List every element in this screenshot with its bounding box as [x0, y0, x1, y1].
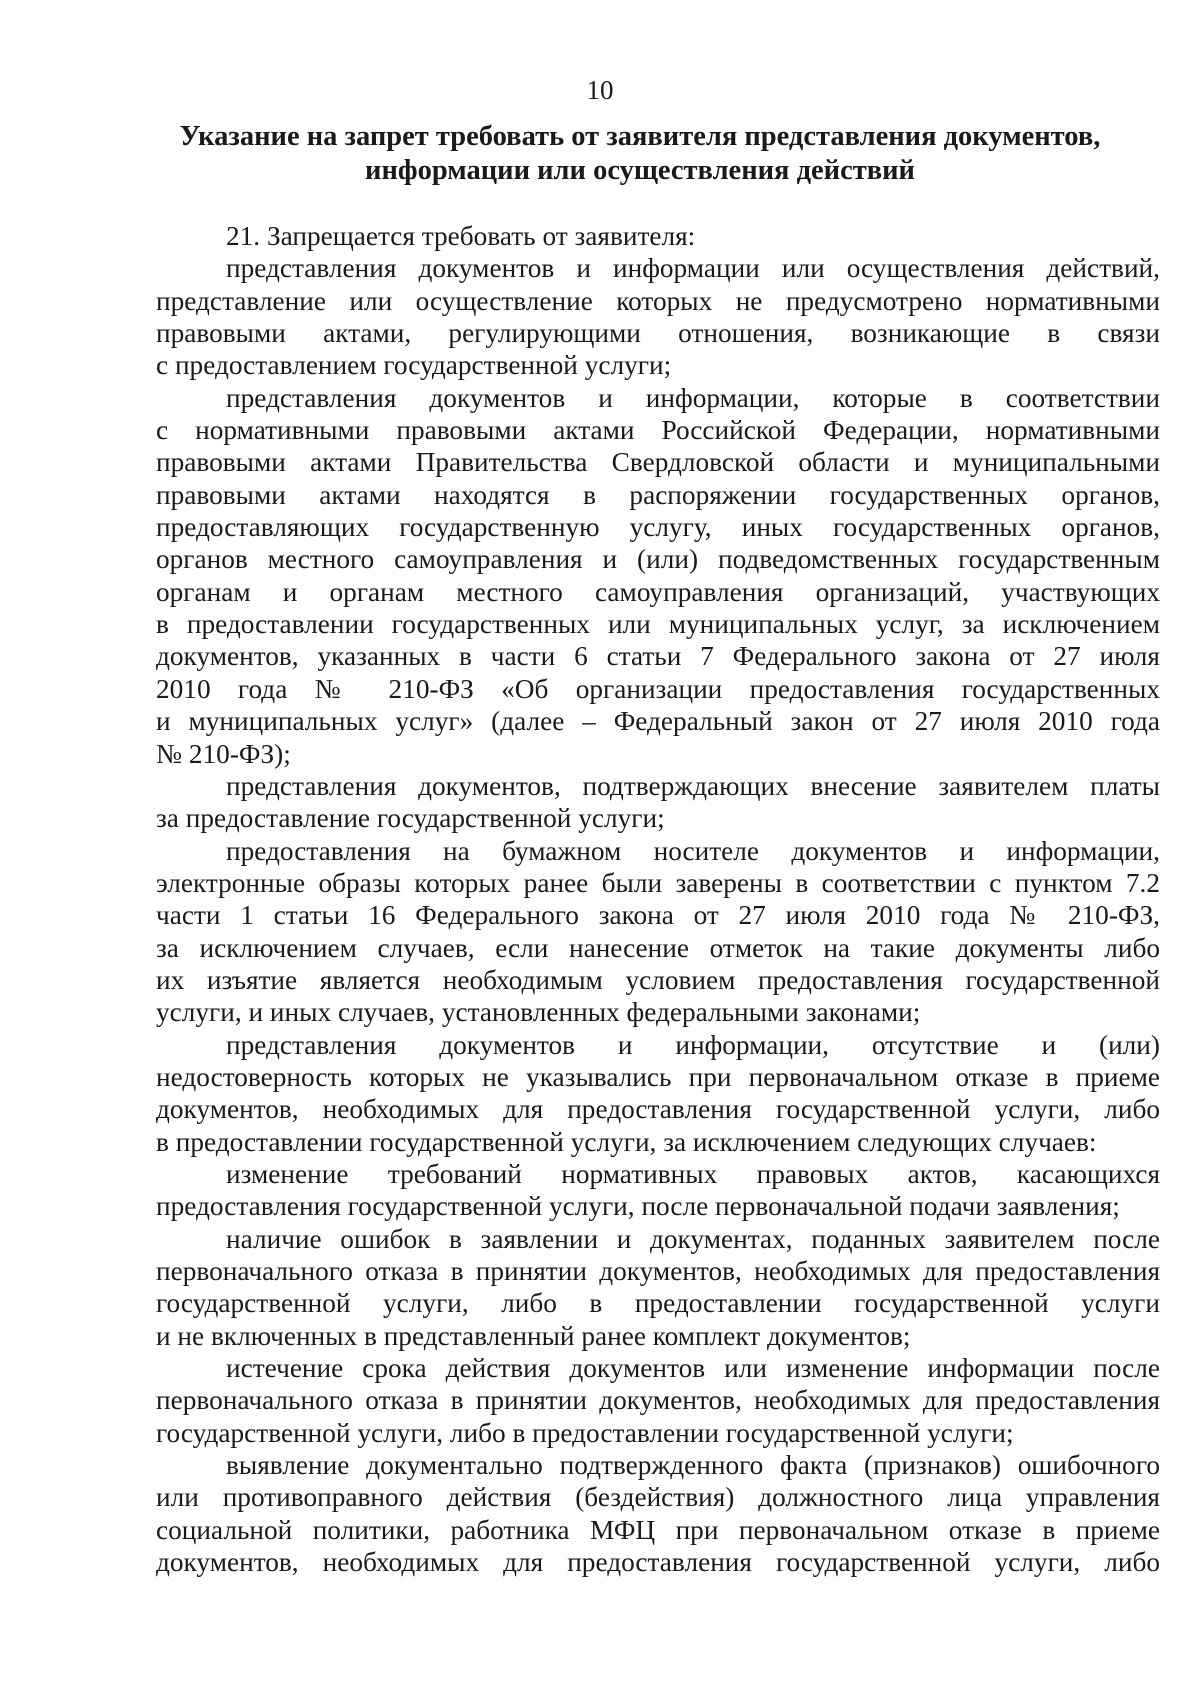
- text-line: документов, необходимых для предоставления государственной услуги, либо: [156, 1094, 1160, 1125]
- text-line: представления документов, подтверждающих внесение заявителем платы: [226, 770, 1160, 801]
- text-line: органов местного самоуправления и (или) подведомственных государственным: [156, 544, 1160, 575]
- text-line: и не включенных в представленный ранее комплект документов;: [156, 1320, 911, 1351]
- text-line: изменение требований нормативных правовых актов, касающихся: [226, 1158, 1160, 1189]
- text-line: с нормативными правовыми актами Российской Федерации, нормативными: [156, 415, 1160, 446]
- section-heading: [150, 120, 1130, 188]
- text-line: с предоставлением государственной услуги;: [156, 350, 672, 381]
- text-line: документов, указанных в части 6 статьи 7 Федерального закона от 27 июля: [156, 641, 1160, 672]
- text-line: правовыми актами, регулирующими отношения, возникающие в связи: [156, 318, 1160, 349]
- text-line: первоначального отказа в принятии документов, необходимых для предоставления: [156, 1385, 1160, 1416]
- text-line: социальной политики, работника МФЦ при первоначальном отказе в приеме: [156, 1514, 1160, 1545]
- page-number: 10: [586, 75, 614, 105]
- text-line: предоставления на бумажном носителе документов и информации,: [226, 835, 1160, 866]
- text-line: первоначального отказа в принятии документов, необходимых для предоставления: [156, 1256, 1160, 1286]
- text-line: недостоверность которых не указывались при первоначальном отказе в приеме: [156, 1061, 1160, 1092]
- text-line: представления документов и информации, которые в соответствии: [226, 382, 1160, 413]
- text-line: наличие ошибок в заявлении и документах, поданных заявителем после: [226, 1223, 1160, 1254]
- text-line: в предоставлении государственной услуги, за исключением следующих случаев:: [156, 1126, 1097, 1157]
- text-line: государственной услуги, либо в предоставлении государственной услуги;: [156, 1417, 1014, 1448]
- text-line: и муниципальных услуг» (далее – Федеральный закон от 27 июля 2010 года: [156, 706, 1160, 737]
- text-line: представление или осуществление которых не предусмотрено нормативными: [156, 285, 1160, 316]
- text-line: их изъятие является необходимым условием предоставления государственной: [156, 964, 1160, 995]
- text-line: органам и органам местного самоуправления организаций, участвующих: [156, 576, 1160, 607]
- document-body: [156, 220, 1160, 1578]
- text-line: истечение срока действия документов или изменение информации после: [226, 1353, 1160, 1384]
- text-line: части 1 статьи 16 Федерального закона от 27 июля 2010 года № 210-ФЗ,: [156, 900, 1160, 931]
- text-line: № 210-ФЗ);: [156, 738, 291, 769]
- text-line: выявление документально подтвержденного факта (признаков) ошибочного: [226, 1450, 1160, 1481]
- text-line: 2010 года № 210-ФЗ «Об организации предоставления государственных: [156, 673, 1160, 704]
- text-line: государственной услуги, либо в предоставлении государственной услуги: [156, 1288, 1160, 1319]
- text-line: 21. Запрещается требовать от заявителя:: [226, 221, 696, 251]
- text-line: за исключением случаев, если нанесение отметок на такие документы либо: [156, 932, 1160, 963]
- section-heading-line-1: Указание на запрет требовать от заявителя представления документов,: [179, 121, 1101, 152]
- text-line: электронные образы которых ранее были заверены в соответствии с пунктом 7.2: [156, 867, 1160, 898]
- text-line: или противоправного действия (бездействия) должностного лица управления: [156, 1482, 1160, 1513]
- text-line: предоставления государственной услуги, после первоначальной подачи заявления;: [156, 1191, 1120, 1222]
- text-line: услуги, и иных случаев, установленных федеральными законами;: [156, 997, 921, 1028]
- text-line: предоставляющих государственную услугу, иных государственных органов,: [156, 512, 1160, 543]
- text-line: представления документов и информации или осуществления действий,: [226, 253, 1160, 284]
- text-line: правовыми актами находятся в распоряжении государственных органов,: [156, 479, 1160, 510]
- text-line: правовыми актами Правительства Свердловской области и муниципальными: [156, 447, 1160, 478]
- section-heading-line-2: информации или осуществления действий: [365, 155, 915, 186]
- text-line: документов, необходимых для предоставления государственной услуги, либо: [156, 1547, 1160, 1578]
- text-line: представления документов и информации, отсутствие и (или): [226, 1029, 1160, 1060]
- text-line: в предоставлении государственных или муниципальных услуг, за исключением: [156, 609, 1160, 640]
- text-line: за предоставление государственной услуги;: [156, 803, 665, 834]
